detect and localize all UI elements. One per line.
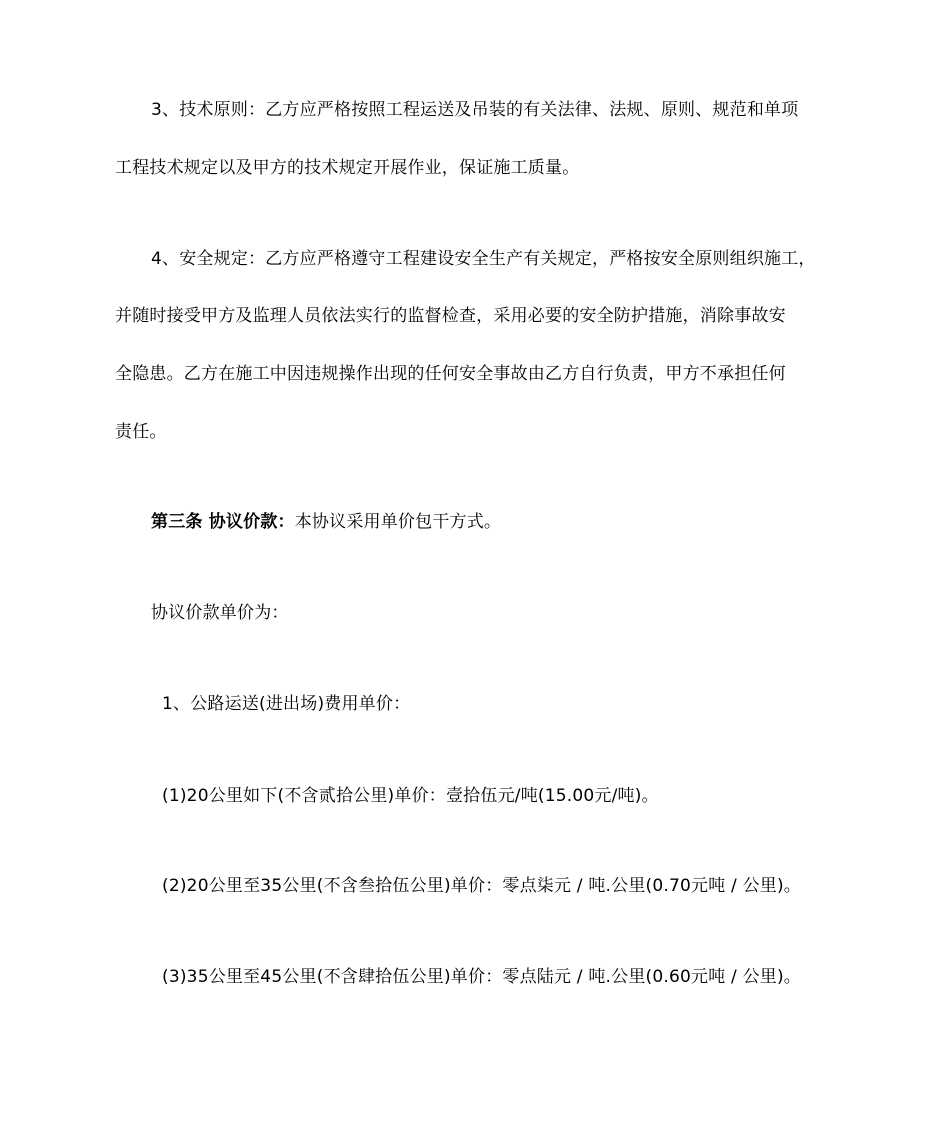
article-3-heading: 第三条 协议价款：: [151, 512, 295, 532]
price-intro: 协议价款单价为：: [151, 603, 289, 623]
paragraph-4-line-1: 4、安全规定：乙方应严格遵守工程建设安全生产有关规定，严格按安全原则组织施工，: [151, 249, 816, 269]
item-1-road-transport: 1、公路运送(进出场)费用单价：: [162, 694, 411, 714]
sub-item-1: (1)20公里如下(不含贰拾公里)单价：壹拾伍元/吨(15.00元/吨)。: [162, 786, 659, 806]
sub-item-3: (3)35公里至45公里(不含肆拾伍公里)单价：零点陆元 / 吨.公里(0.60元吨 / 公里)。: [162, 967, 801, 987]
article-3-line: [151, 511, 501, 533]
article-3-text: 本协议采用单价包干方式。: [294, 512, 502, 532]
paragraph-4-line-2: 并随时接受甲方及监理人员依法实行的监督检查，采用必要的安全防护措施，消除事故安: [115, 306, 786, 326]
paragraph-3-line-2: 工程技术规定以及甲方的技术规定开展作业，保证施工质量。: [115, 158, 580, 178]
paragraph-3-line-1: 3、技术原则：乙方应严格按照工程运送及吊装的有关法律、法规、原则、规范和单项: [151, 100, 799, 120]
paragraph-4-line-3: 全隐患。乙方在施工中因违规操作出现的任何安全事故由乙方自行负责，甲方不承担任何: [115, 364, 786, 384]
paragraph-4-line-4: 责任。: [115, 422, 167, 442]
sub-item-2: (2)20公里至35公里(不含叁拾伍公里)单价：零点柒元 / 吨.公里(0.70元吨 / 公里)。: [162, 876, 801, 896]
